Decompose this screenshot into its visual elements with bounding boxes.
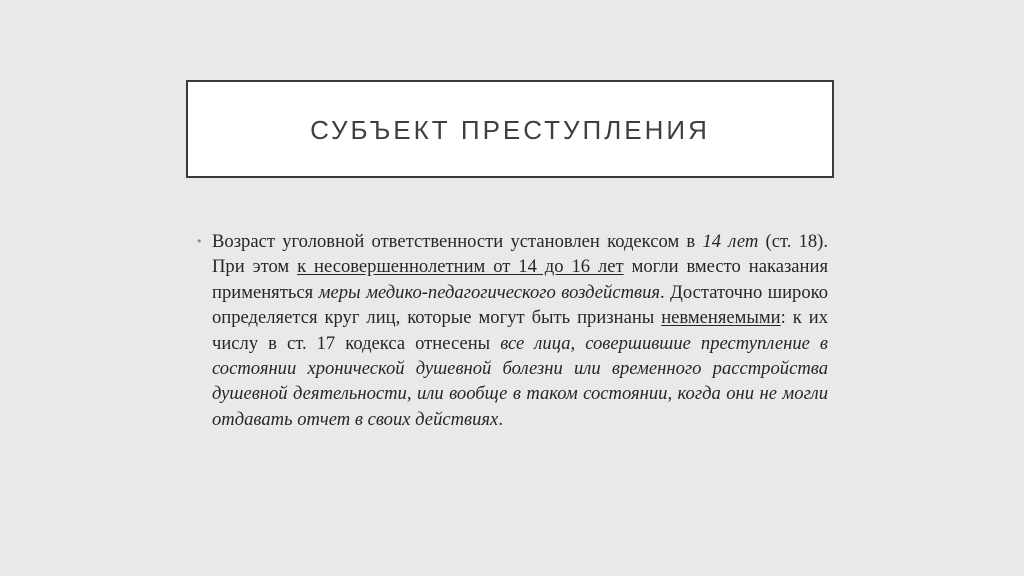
text-run-italic: меры медико-педагогического воздействия <box>318 281 661 303</box>
text-run: : к их числу в ст. 17 кодекса отнесены <box>212 307 828 354</box>
body-paragraph <box>212 229 828 432</box>
text-run: могли вместо наказания применяться <box>212 256 828 303</box>
text-run-underline: невменяемыми <box>661 307 781 329</box>
bullet-icon: • <box>196 235 203 248</box>
text-run: . <box>498 408 503 430</box>
text-run: (ст. 18). При этом <box>212 231 829 278</box>
content-area <box>196 229 828 432</box>
text-run-underline: к несовершеннолетним от 14 до 16 лет <box>297 256 624 278</box>
slide-title: СУБЪЕКТ ПРЕСТУПЛЕНИЯ <box>310 114 710 145</box>
text-run-italic: 14 лет <box>702 231 759 252</box>
text-run: Возраст уголовной ответственности установлен кодексом в <box>212 231 703 252</box>
text-run-italic: все лица, совершившие преступление в состоянии хронической душевной болезни или временного расстройства душевной деятельности, или вообще в таком состоянии, когда они не могли отдавать отчет в своих действиях <box>212 332 828 430</box>
text-run: . Достаточно широко определяется круг лиц, которые могут быть признаны <box>212 281 828 329</box>
title-box <box>186 80 834 178</box>
